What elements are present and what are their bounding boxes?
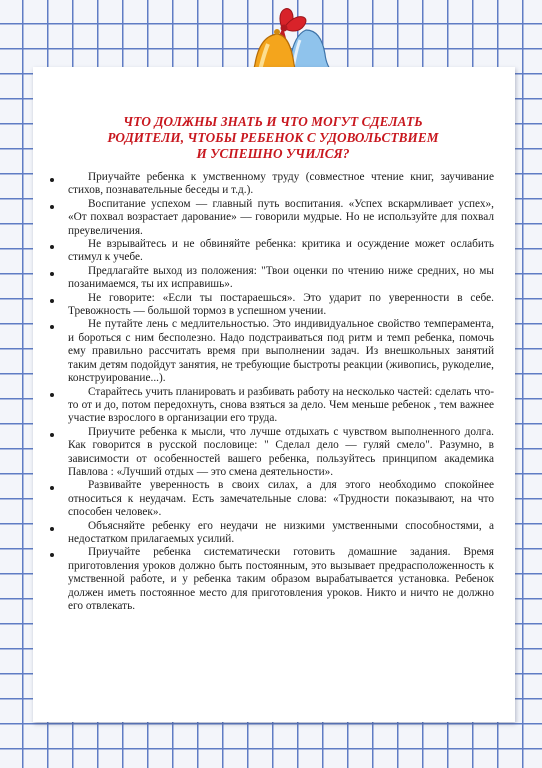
advice-text: Объясняйте ребенку его неудачи не низкими умственными способностями, а недостатком прилагаемых усилий. bbox=[68, 519, 494, 545]
title-line: ЧТО ДОЛЖНЫ ЗНАТЬ И ЧТО МОГУТ СДЕЛАТЬ bbox=[123, 114, 423, 129]
title-line: РОДИТЕЛИ, ЧТОБЫ РЕБЕНОК С УДОВОЛЬСТВИЕМ bbox=[107, 130, 439, 145]
list-item bbox=[33, 171, 515, 198]
advice-text: Предлагайте выход из положения: "Твои оценки по чтению ниже средних, но мы позанимаемся, ты их исправишь». bbox=[68, 264, 494, 291]
bullet-icon bbox=[50, 205, 54, 209]
list-item bbox=[33, 198, 515, 238]
list-item bbox=[33, 546, 515, 613]
advice-text: Не путайте лень с медлительностью. Это индивидуальное свойство темперамента, и бороться с ним бесполезно. Надо подстраиваться под ритм и темп ребенка, помочь ему правильно рассчитать время при выполнении задач. Из внешкольных занятий таким детям подойдут занятия, не требующие быстроты реакции (живопись, рукоделие, конструирование...). bbox=[68, 318, 494, 385]
list-item bbox=[33, 292, 515, 319]
bullet-icon bbox=[50, 553, 54, 557]
bullet-icon bbox=[50, 393, 54, 397]
list-item bbox=[33, 238, 515, 265]
advice-text: Приучайте ребенка систематически готовить домашние задания. Время приготовления уроков должно быть постоянным, это вызывает предрасположенность к умственной работе, и у ребенка таким образом вырабатывается установка. Ребенок должен иметь постоянное место для приготовления уроков. Никто и ничто не должно его отвлекать. bbox=[68, 546, 494, 612]
bullet-icon bbox=[50, 245, 54, 249]
advice-text: Не взрывайтесь и не обвиняйте ребенка: критика и осуждение может ослабить стимул к учебе. bbox=[68, 238, 494, 264]
bullet-icon bbox=[50, 325, 54, 329]
list-item bbox=[33, 386, 515, 426]
bullet-icon bbox=[50, 178, 54, 182]
title-line: И УСПЕШНО УЧИЛСЯ? bbox=[196, 146, 350, 161]
advice-list bbox=[33, 171, 515, 613]
list-item bbox=[33, 479, 515, 519]
advice-text: Не говорите: «Если ты постараешься». Это ударит по уверенности в себе. Тревожность — большой тормоз в успешном учении. bbox=[68, 291, 494, 318]
info-sheet bbox=[33, 67, 515, 722]
bullet-icon bbox=[50, 486, 54, 490]
list-item bbox=[33, 318, 515, 385]
bullet-icon bbox=[50, 527, 54, 531]
advice-text: Воспитание успехом — главный путь воспитания. «Успех вскармливает успех», «От похвал возрастает дарование» — говорили мудрые. Но не используйте для похвал преувеличения. bbox=[68, 197, 494, 237]
bullet-icon bbox=[50, 299, 54, 303]
bullet-icon bbox=[50, 272, 54, 276]
list-item bbox=[33, 520, 515, 547]
bullet-icon bbox=[50, 433, 54, 437]
list-item bbox=[33, 426, 515, 480]
advice-text: Приучите ребенка к мысли, что лучше отдыхать с чувством выполненного долга. Как говорится в русской пословице: " Сделал дело — гуляй смело". Разумно, в зависимости от особенностей вашего ребенка, пользуйтесь принципом академика Павлова : «Лучший отдых — это смена деятельности». bbox=[68, 425, 494, 478]
list-item bbox=[33, 265, 515, 292]
advice-text: Развивайте уверенность в своих силах, а для этого необходимо спокойнее относиться к неудачам. Есть замечательные слова: «Трудности показывают, на что способен человек». bbox=[68, 479, 494, 519]
advice-text: Приучайте ребенка к умственному труду (совместное чтение книг, заучивание стихов, познавательные беседы и т.д.). bbox=[68, 171, 494, 197]
page-title bbox=[63, 114, 483, 162]
advice-text: Старайтесь учить планировать и разбивать работу на несколько частей: сделать что-то от и до, потом передохнуть, снова взяться за дело. Чем меньше ребенок , тем важнее участие взрослого в организации его труда. bbox=[68, 385, 494, 425]
